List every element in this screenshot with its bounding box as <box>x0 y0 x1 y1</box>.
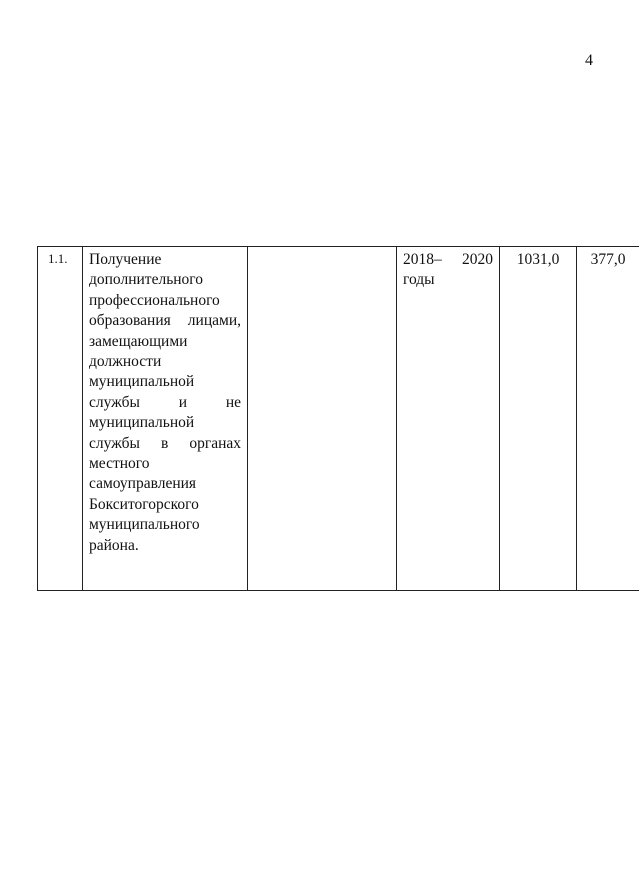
first-year-value: 377,0 <box>590 251 626 268</box>
period-cell <box>397 247 500 591</box>
program-table <box>37 246 639 591</box>
table-row <box>38 247 640 591</box>
page-number: 4 <box>585 52 593 69</box>
measure-name-cell <box>83 247 248 591</box>
period-text: 2018– 2020 годы <box>403 251 493 289</box>
row-number-cell <box>38 247 83 591</box>
measure-name: Получение дополнительного профессионального образования лицами, замещающими должности муниципальной службы и не муниципальной службы в органах местного самоуправления Бокситогорского муниципального района. <box>89 251 241 554</box>
first-year-cell <box>577 247 640 591</box>
total-value: 1031,0 <box>516 251 560 268</box>
row-number: 1.1. <box>48 251 68 266</box>
executor-cell <box>248 247 397 591</box>
total-cell <box>500 247 577 591</box>
